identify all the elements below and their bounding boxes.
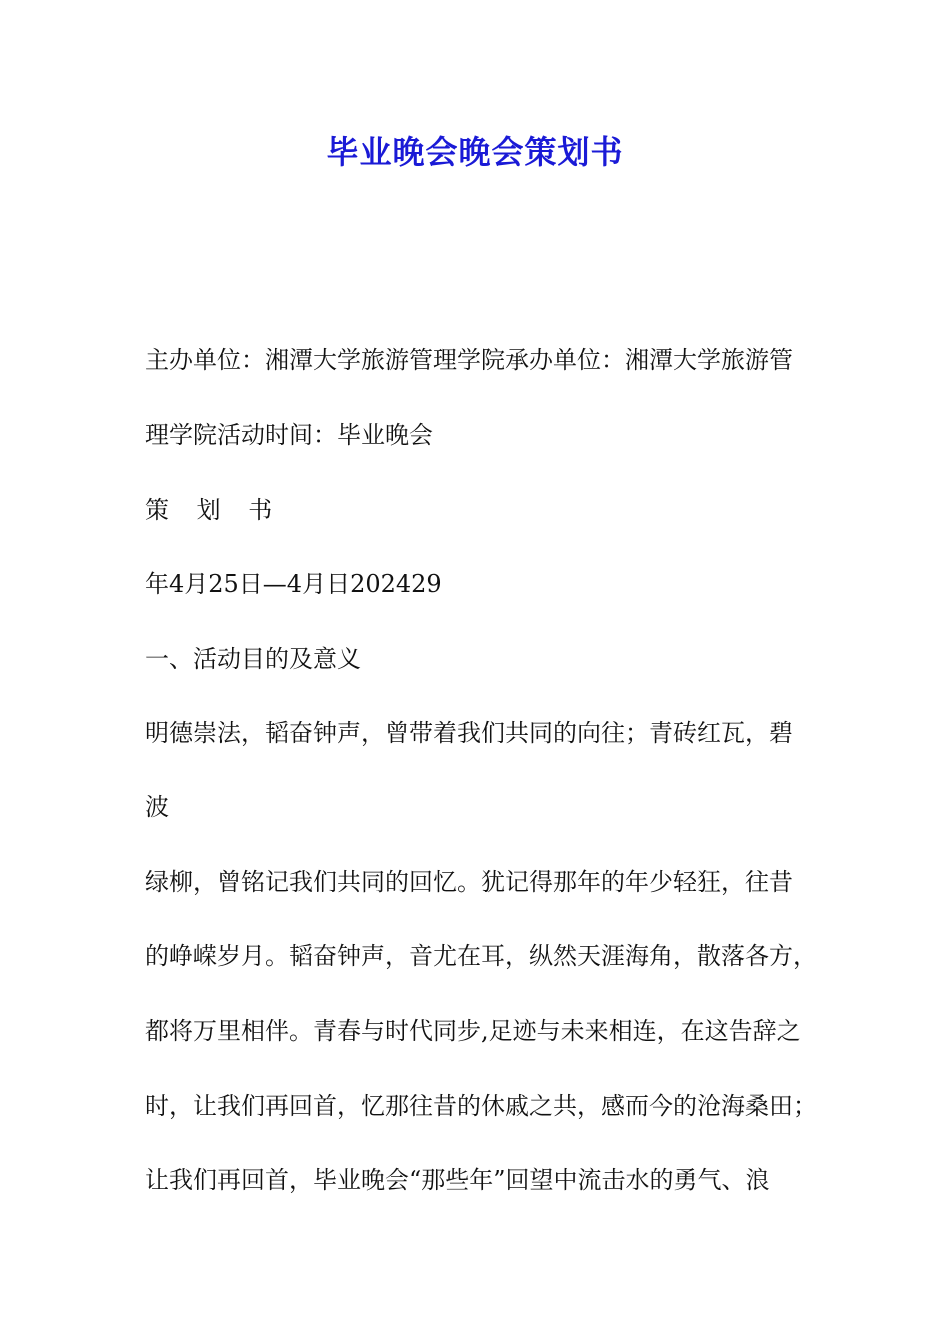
section-heading-purpose: 一、活动目的及意义 xyxy=(145,645,361,673)
paragraph-line-6: 时，让我们再回首，忆那往昔的休戚之共，感而今的沧海桑田； xyxy=(145,1092,817,1120)
plan-heading: 策 划 书 xyxy=(145,496,283,524)
document-title: 毕业晚会晚会策划书 xyxy=(326,133,624,171)
paragraph-line-5: 都将万里相伴。青春与时代同步,足迹与未来相连，在这告辞之 xyxy=(145,1017,801,1045)
paragraph-line-3: 绿柳，曾铭记我们共同的回忆。犹记得那年的年少轻狂，往昔 xyxy=(145,868,793,896)
organizer-line-1: 主办单位：湘潭大学旅游管理学院承办单位：湘潭大学旅游管 xyxy=(145,346,793,374)
organizer-line-2: 理学院活动时间：毕业晚会 xyxy=(145,421,433,449)
date-line: 年4月25日—4月日202429 xyxy=(145,570,442,598)
paragraph-line-7: 让我们再回首，毕业晚会“那些年”回望中流击水的勇气、浪 xyxy=(145,1166,770,1194)
paragraph-line-1: 明德崇法，韬奋钟声，曾带着我们共同的向往；青砖红瓦，碧 xyxy=(145,719,793,747)
paragraph-line-2: 波 xyxy=(145,793,169,821)
paragraph-line-4: 的峥嵘岁月。韬奋钟声，音尤在耳，纵然天涯海角，散落各方， xyxy=(145,942,817,970)
